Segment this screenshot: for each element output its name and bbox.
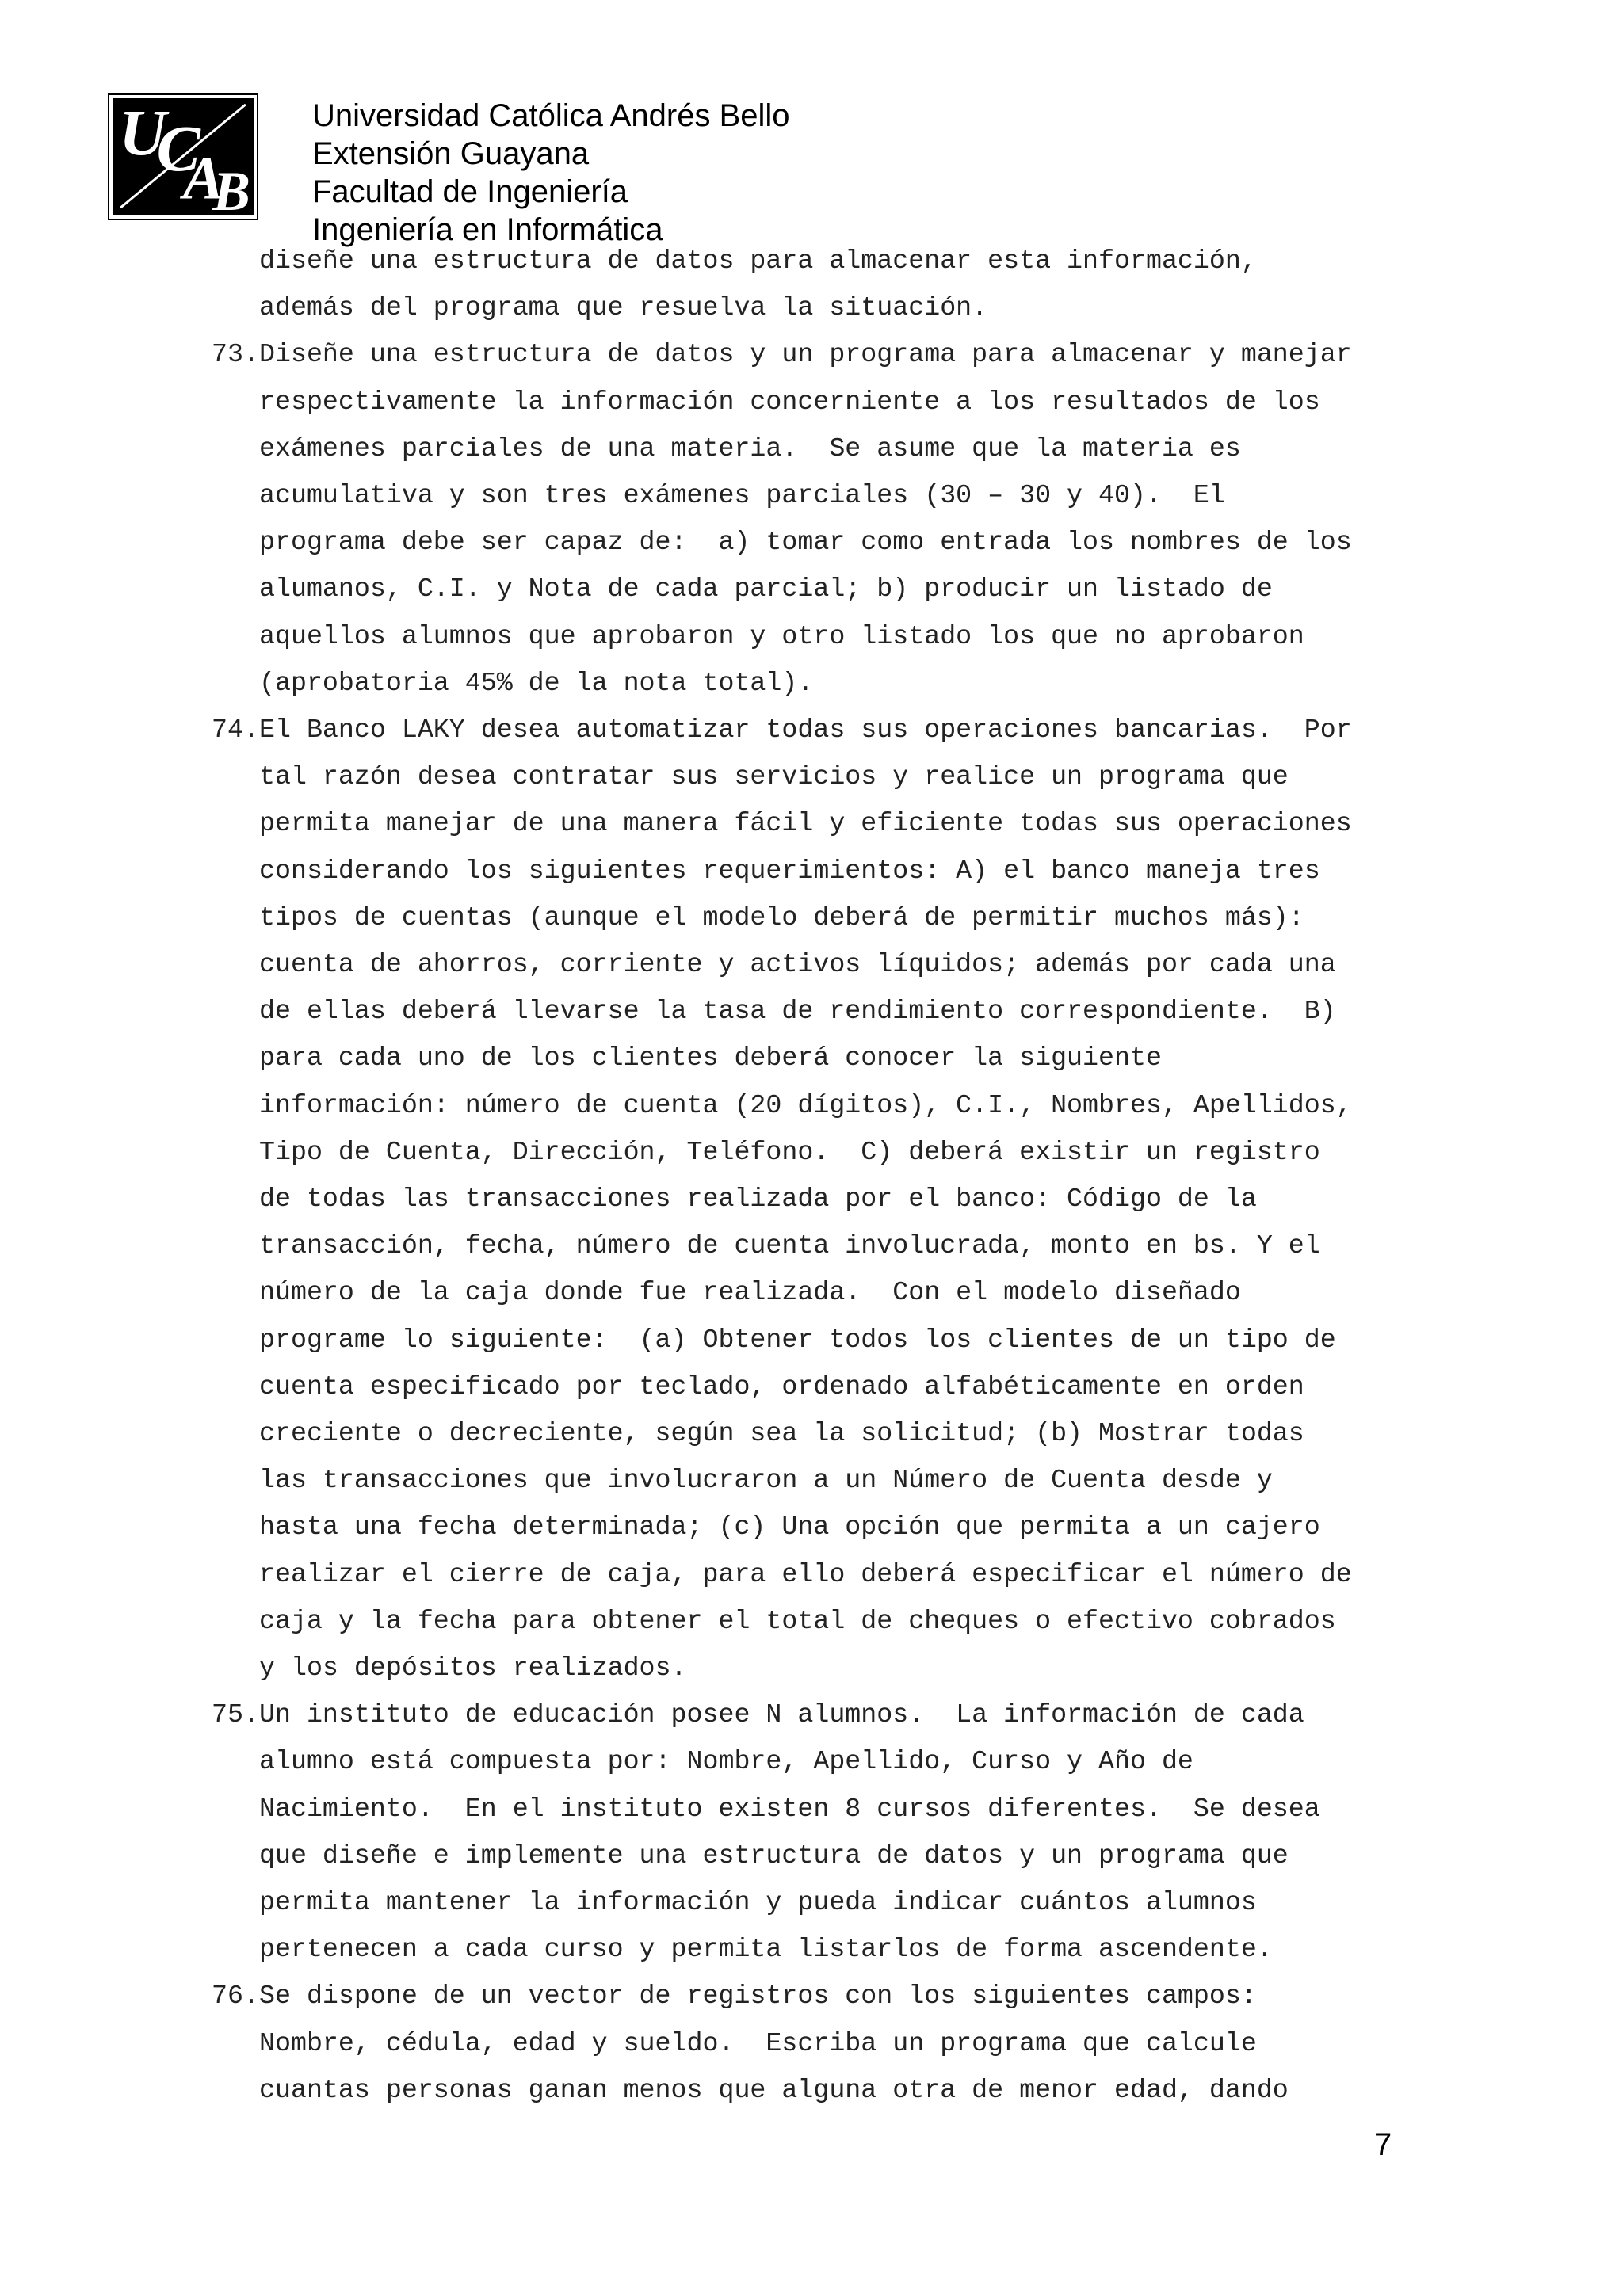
item-number: 73. (212, 339, 259, 370)
body-line: permita manejar de una manera fácil y eficiente todas sus operaciones (259, 808, 1352, 839)
ucab-logo-mark (113, 98, 254, 215)
body-line: que diseñe e implemente una estructura de datos y un programa que (259, 1840, 1289, 1871)
body-line: tipos de cuentas (aunque el modelo deberá de permitir muchos más): (259, 902, 1304, 933)
svg-text:U: U (119, 98, 166, 170)
body-line: pertenecen a cada curso y permita listarlos de forma ascendente. (259, 1934, 1273, 1965)
body-line: diseñe una estructura de datos para almacenar esta información, (259, 246, 1257, 276)
body-line: acumulativa y son tres exámenes parciales (30 – 30 y 40). El (259, 480, 1225, 510)
body-line: El Banco LAKY desea automatizar todas sus operaciones bancarias. Por (259, 715, 1352, 745)
item-number: 76. (212, 1981, 259, 2012)
body-line: caja y la fecha para obtener el total de cheques o efectivo cobrados (259, 1605, 1336, 1636)
body-line: creciente o decreciente, según sea la solicitud; (b) Mostrar todas (259, 1418, 1304, 1448)
body-line: aquellos alumnos que aprobaron y otro listado los que no aprobaron (259, 620, 1304, 651)
body-line: y los depósitos realizados. (259, 1653, 687, 1683)
item-number: 74. (212, 715, 259, 745)
document-header (108, 93, 1059, 247)
body-line: transacción, fecha, número de cuenta involucrada, monto en bs. Y el (259, 1230, 1320, 1261)
body-line: cuenta de ahorros, corriente y activos líquidos; además por cada una (259, 949, 1336, 979)
body-line: para cada uno de los clientes deberá conocer la siguiente (259, 1043, 1162, 1074)
body-line: permita mantener la información y pueda indicar cuántos alumnos (259, 1887, 1257, 1917)
page-number: 7 (1374, 2127, 1392, 2162)
campus-name: Extensión Guayana (312, 136, 590, 171)
body-line: Se dispone de un vector de registros con los siguientes campos: (259, 1981, 1257, 2012)
body-line: de ellas deberá llevarse la tasa de rendimiento correspondiente. B) (259, 996, 1336, 1027)
body-line: información: número de cuenta (20 dígitos), C.I., Nombres, Apellidos, (259, 1089, 1352, 1120)
university-name: Universidad Católica Andrés Bello (312, 98, 790, 133)
body-line: considerando los siguientes requerimientos: A) el banco maneja tres (259, 855, 1320, 886)
body-line: cuenta especificado por teclado, ordenado alfabéticamente en orden (259, 1371, 1304, 1402)
body-line: hasta una fecha determinada; (c) Una opción que permita a un cajero (259, 1512, 1320, 1543)
svg-text:C: C (156, 111, 200, 185)
body-line: número de la caja donde fue realizada. Con el modelo diseñado (259, 1277, 1241, 1308)
body-line: respectivamente la información concerniente a los resultados de los (259, 386, 1320, 417)
body-line: exámenes parciales de una materia. Se asume que la materia es (259, 433, 1241, 463)
svg-text:A: A (183, 143, 224, 212)
svg-text:B: B (212, 161, 250, 215)
body-line: programa debe ser capaz de: a) tomar como entrada los nombres de los (259, 527, 1352, 558)
body-line: realizar el cierre de caja, para ello deberá especificar el número de (259, 1558, 1352, 1589)
faculty-name: Facultad de Ingeniería (312, 174, 628, 209)
item-number: 75. (212, 1699, 259, 1730)
body-line: las transacciones que involucraron a un Número de Cuenta desde y (259, 1465, 1273, 1496)
body-line: Nacimiento. En el instituto existen 8 cursos diferentes. Se desea (259, 1793, 1320, 1824)
body-line: programe lo siguiente: (a) Obtener todos los clientes de un tipo de (259, 1324, 1336, 1355)
ucab-logo-icon (113, 98, 254, 215)
body-line: (aprobatoria 45% de la nota total). (259, 667, 814, 698)
body-line: además del programa que resuelva la situación. (259, 292, 988, 323)
body-line: tal razón desea contratar sus servicios y realice un programa que (259, 761, 1289, 792)
program-name: Ingeniería en Informática (312, 212, 663, 247)
body-line: alumno está compuesta por: Nombre, Apellido, Curso y Año de (259, 1746, 1193, 1777)
body-line: Diseñe una estructura de datos y un programa para almacenar y manejar (259, 339, 1352, 370)
institution-block (312, 97, 790, 249)
body-line: Un instituto de educación posee N alumnos. La información de cada (259, 1699, 1304, 1730)
body-line: Nombre, cédula, edad y sueldo. Escriba un programa que calcule (259, 2027, 1257, 2058)
body-line: Tipo de Cuenta, Dirección, Teléfono. C) deberá existir un registro (259, 1136, 1320, 1167)
body-line: de todas las transacciones realizada por el banco: Código de la (259, 1184, 1257, 1214)
ucab-logo (108, 93, 258, 220)
body-line: cuantas personas ganan menos que alguna otra de menor edad, dando (259, 2074, 1289, 2105)
body-line: alumanos, C.I. y Nota de cada parcial; b) producir un listado de (259, 574, 1273, 605)
